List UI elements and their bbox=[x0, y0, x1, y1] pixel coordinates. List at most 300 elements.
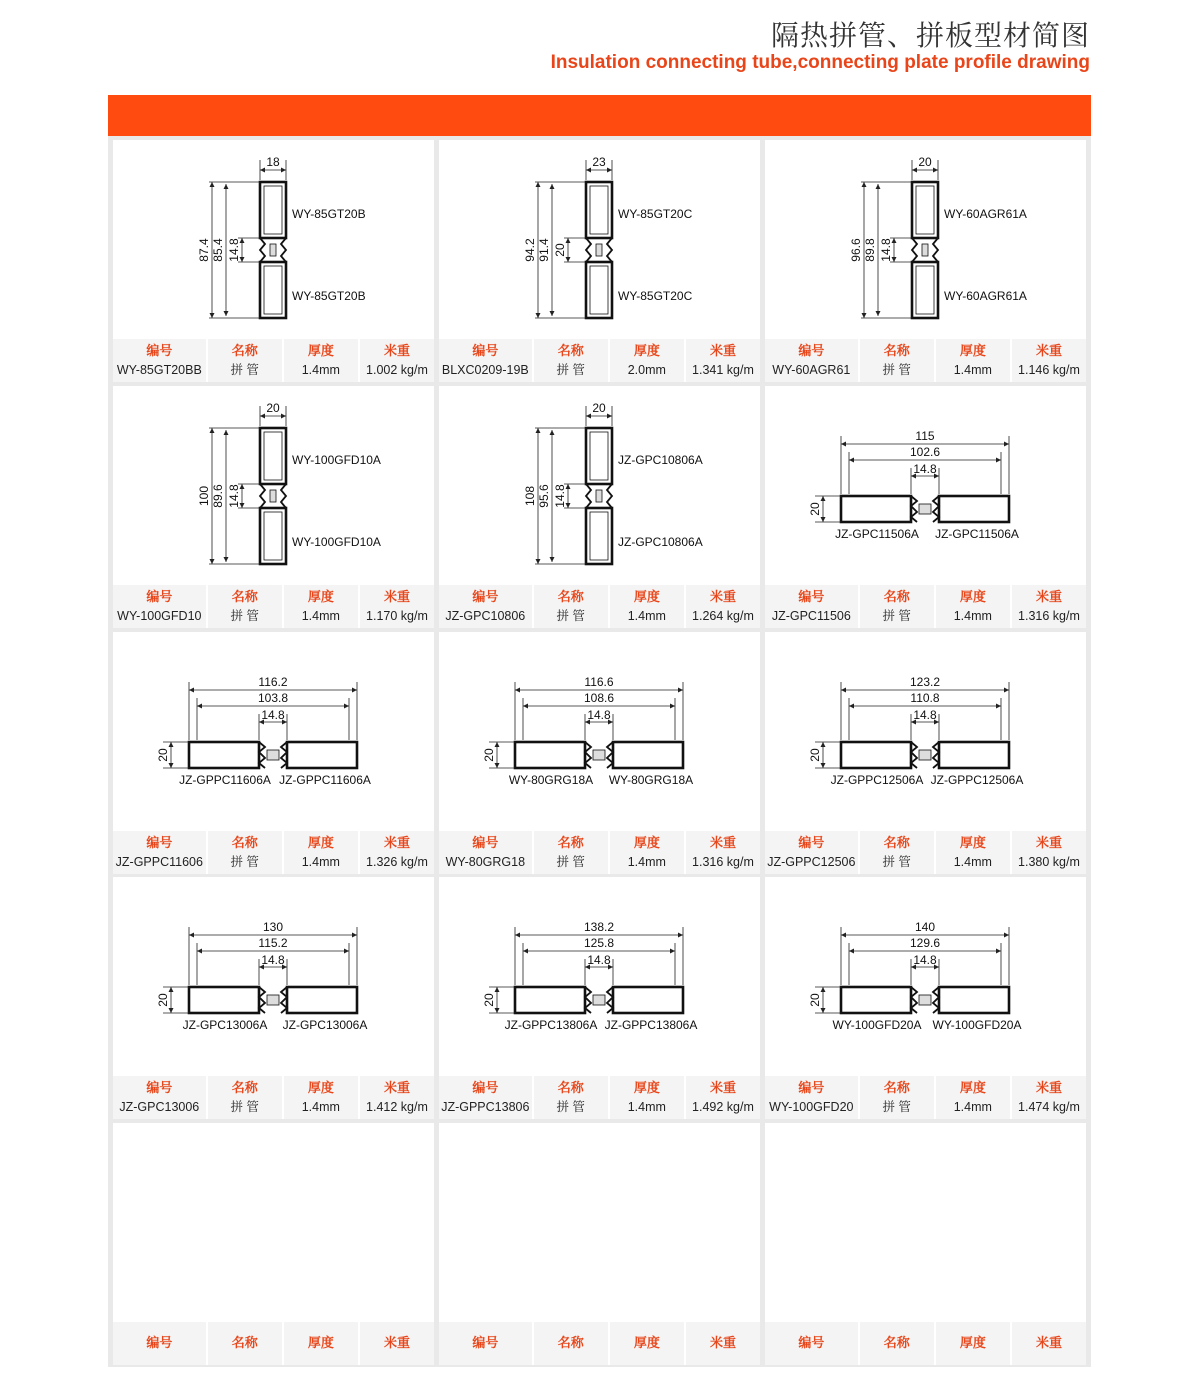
profile-card bbox=[113, 386, 434, 628]
dimension-gap: 14.8 bbox=[587, 708, 611, 722]
profile-info-row bbox=[113, 339, 434, 382]
info-col-thickness bbox=[608, 585, 684, 628]
dimension-width: 20 bbox=[156, 748, 170, 762]
info-value-thickness: 1.4mm bbox=[953, 1099, 992, 1114]
profile-info-row bbox=[765, 585, 1086, 628]
info-col-weight bbox=[1010, 339, 1086, 382]
dimension-width: 20 bbox=[808, 993, 822, 1007]
info-label-name: 名称 bbox=[231, 343, 258, 359]
profile-drawing bbox=[765, 877, 1086, 1077]
info-value-weight: 1.412 kg/m bbox=[366, 1099, 428, 1114]
dimension-width: 20 bbox=[482, 993, 496, 1007]
dimension-gap: 14.8 bbox=[261, 953, 285, 967]
info-col-code bbox=[765, 585, 858, 628]
profile-part-top-inner bbox=[590, 432, 608, 480]
profile-part-right bbox=[287, 987, 357, 1013]
info-value-name: 拼 管 bbox=[882, 1099, 911, 1114]
dimension-outer: 116.6 bbox=[584, 675, 614, 689]
info-col-weight bbox=[358, 339, 434, 382]
info-col-weight bbox=[1010, 831, 1086, 874]
profile-info-row bbox=[439, 339, 760, 382]
info-label-weight: 米重 bbox=[1035, 1335, 1062, 1351]
dimension-inner: 91.4 bbox=[537, 238, 551, 262]
dimension-outer: 116.2 bbox=[258, 675, 288, 689]
profile-part-left bbox=[189, 742, 259, 768]
info-label-thickness: 厚度 bbox=[307, 1080, 334, 1096]
profile-card bbox=[113, 140, 434, 382]
profile-part-left bbox=[841, 742, 911, 768]
info-col-weight bbox=[684, 1322, 760, 1365]
info-label-name: 名称 bbox=[883, 835, 910, 851]
profile-part-bottom-inner bbox=[264, 512, 282, 560]
profile-card bbox=[439, 140, 760, 382]
info-col-weight bbox=[684, 1076, 760, 1119]
info-col-name bbox=[858, 585, 934, 628]
dimension-inner: 110.8 bbox=[910, 691, 940, 705]
insulation-strip-core bbox=[593, 750, 605, 760]
info-col-thickness bbox=[282, 831, 358, 874]
profile-drawing bbox=[765, 386, 1086, 586]
info-label-name: 名称 bbox=[883, 1080, 910, 1096]
dimension-outer: 108 bbox=[523, 485, 537, 507]
profile-part-bottom-inner bbox=[590, 512, 608, 560]
profile-info-row bbox=[113, 1076, 434, 1119]
profile-part-right bbox=[939, 742, 1009, 768]
info-col-weight bbox=[684, 831, 760, 874]
profile-part-bottom-inner bbox=[590, 266, 608, 314]
info-label-name: 名称 bbox=[231, 589, 258, 605]
profile-drawing bbox=[439, 632, 760, 832]
info-label-code: 编号 bbox=[798, 343, 825, 359]
info-label-name: 名称 bbox=[557, 1335, 584, 1351]
part-label-top: WY-60AGR61A bbox=[944, 207, 1027, 221]
profile-drawing bbox=[113, 386, 434, 586]
info-col-name bbox=[858, 1322, 934, 1365]
info-col-code bbox=[765, 831, 858, 874]
info-value-weight: 1.341 kg/m bbox=[692, 362, 754, 377]
profile-part-right bbox=[939, 496, 1009, 522]
info-label-thickness: 厚度 bbox=[959, 1335, 986, 1351]
dimension-width: 20 bbox=[592, 401, 606, 415]
part-label-right: JZ-GPC13006A bbox=[282, 1018, 368, 1032]
profile-part-right bbox=[613, 742, 683, 768]
dimension-outer: 115 bbox=[915, 429, 935, 443]
info-label-weight: 米重 bbox=[709, 343, 736, 359]
info-value-name: 拼 管 bbox=[230, 362, 259, 377]
part-label-top: WY-85GT20C bbox=[618, 207, 693, 221]
info-label-weight: 米重 bbox=[383, 1335, 410, 1351]
insulation-strip-core bbox=[270, 490, 276, 502]
info-col-name bbox=[206, 339, 282, 382]
info-col-code bbox=[113, 831, 206, 874]
part-label-right: WY-80GRG18A bbox=[608, 773, 694, 787]
dimension-outer: 94.2 bbox=[523, 238, 537, 262]
info-label-thickness: 厚度 bbox=[633, 343, 660, 359]
profile-part-top-inner bbox=[590, 186, 608, 234]
profile-info-row bbox=[113, 831, 434, 874]
info-value-name: 拼 管 bbox=[882, 608, 911, 623]
dimension-inner: 95.6 bbox=[537, 484, 551, 508]
info-value-name: 拼 管 bbox=[882, 362, 911, 377]
info-value-code: BLXC0209-19B bbox=[441, 362, 529, 377]
info-col-code bbox=[439, 1322, 532, 1365]
info-label-code: 编号 bbox=[146, 343, 173, 359]
profile-drawing bbox=[765, 1123, 1086, 1323]
part-label-right: JZ-GPPC13806A bbox=[604, 1018, 698, 1032]
info-label-code: 编号 bbox=[146, 835, 173, 851]
info-value-weight: 1.492 kg/m bbox=[692, 1099, 754, 1114]
info-label-name: 名称 bbox=[883, 589, 910, 605]
insulation-strip-core bbox=[267, 750, 279, 760]
profile-part-top-inner bbox=[264, 432, 282, 480]
info-col-thickness bbox=[282, 339, 358, 382]
info-col-name bbox=[858, 1076, 934, 1119]
profile-part-top-inner bbox=[264, 186, 282, 234]
dimension-width: 20 bbox=[808, 502, 822, 516]
dimension-inner: 115.2 bbox=[258, 936, 288, 950]
info-value-name: 拼 管 bbox=[556, 854, 585, 869]
profile-part-left bbox=[841, 987, 911, 1013]
part-label-left: WY-100GFD20A bbox=[832, 1018, 922, 1032]
dimension-width: 23 bbox=[592, 155, 606, 169]
info-label-thickness: 厚度 bbox=[633, 1080, 660, 1096]
dimension-inner: 103.8 bbox=[257, 691, 289, 705]
info-col-thickness bbox=[934, 831, 1010, 874]
info-label-thickness: 厚度 bbox=[633, 589, 660, 605]
dimension-width: 20 bbox=[482, 748, 496, 762]
info-value-name: 拼 管 bbox=[556, 608, 585, 623]
profile-part-left bbox=[515, 987, 585, 1013]
profile-drawing bbox=[765, 140, 1086, 340]
info-label-code: 编号 bbox=[798, 1335, 825, 1351]
profile-info-row bbox=[113, 585, 434, 628]
dimension-inner: 102.6 bbox=[909, 445, 941, 459]
profile-info-row bbox=[113, 1322, 434, 1365]
info-value-thickness: 1.4mm bbox=[953, 608, 992, 623]
part-label-left: WY-80GRG18A bbox=[508, 773, 594, 787]
dimension-inner: 89.8 bbox=[863, 238, 877, 262]
profile-info-row bbox=[439, 1322, 760, 1365]
part-label-top: JZ-GPC10806A bbox=[618, 453, 703, 467]
part-label-right: JZ-GPPC12506A bbox=[930, 773, 1024, 787]
dimension-gap: 14.8 bbox=[913, 708, 937, 722]
info-label-name: 名称 bbox=[231, 835, 258, 851]
dimension-width: 20 bbox=[808, 748, 822, 762]
info-label-weight: 米重 bbox=[383, 343, 410, 359]
info-col-weight bbox=[358, 585, 434, 628]
info-col-code bbox=[765, 339, 858, 382]
profile-card bbox=[113, 1123, 434, 1365]
info-value-thickness: 1.4mm bbox=[627, 1099, 666, 1114]
info-col-weight bbox=[358, 1322, 434, 1365]
info-col-code bbox=[439, 1076, 532, 1119]
profile-info-row bbox=[765, 1076, 1086, 1119]
info-label-weight: 米重 bbox=[1035, 343, 1062, 359]
info-col-name bbox=[532, 831, 608, 874]
info-label-code: 编号 bbox=[146, 1080, 173, 1096]
dimension-gap: 14.8 bbox=[261, 708, 285, 722]
dimension-outer: 138.2 bbox=[583, 920, 615, 934]
info-label-code: 编号 bbox=[146, 589, 173, 605]
dimension-width: 18 bbox=[266, 155, 280, 169]
info-label-weight: 米重 bbox=[1035, 835, 1062, 851]
info-value-name: 拼 管 bbox=[882, 854, 911, 869]
info-label-name: 名称 bbox=[557, 343, 584, 359]
profile-part-right bbox=[613, 987, 683, 1013]
info-col-code bbox=[765, 1322, 858, 1365]
info-label-name: 名称 bbox=[231, 1080, 258, 1096]
profile-card bbox=[113, 632, 434, 874]
part-label-bottom: WY-60AGR61A bbox=[944, 289, 1027, 303]
info-label-thickness: 厚度 bbox=[307, 835, 334, 851]
info-label-thickness: 厚度 bbox=[307, 1335, 334, 1351]
part-label-bottom: WY-100GFD10A bbox=[292, 535, 381, 549]
info-value-weight: 1.170 kg/m bbox=[366, 608, 428, 623]
info-label-name: 名称 bbox=[231, 1335, 258, 1351]
insulation-strip-core bbox=[270, 244, 276, 256]
info-label-code: 编号 bbox=[472, 1335, 499, 1351]
info-value-thickness: 1.4mm bbox=[627, 608, 666, 623]
dimension-inner: 129.6 bbox=[909, 936, 941, 950]
info-value-code: WY-100GFD20 bbox=[769, 1099, 854, 1114]
info-label-code: 编号 bbox=[472, 589, 499, 605]
info-label-weight: 米重 bbox=[709, 835, 736, 851]
info-value-name: 拼 管 bbox=[230, 1099, 259, 1114]
info-label-code: 编号 bbox=[472, 1080, 499, 1096]
page-title-en: Insulation connecting tube,connecting plate profile drawing bbox=[550, 52, 1090, 73]
header-banner bbox=[108, 95, 1091, 136]
info-label-name: 名称 bbox=[883, 343, 910, 359]
insulation-strip-core bbox=[919, 504, 931, 514]
dimension-gap: 14.8 bbox=[227, 238, 241, 262]
info-col-weight bbox=[684, 585, 760, 628]
info-col-code bbox=[113, 585, 206, 628]
info-col-thickness bbox=[282, 1076, 358, 1119]
info-label-thickness: 厚度 bbox=[307, 343, 334, 359]
dimension-width: 20 bbox=[266, 401, 280, 415]
info-col-thickness bbox=[608, 831, 684, 874]
info-label-thickness: 厚度 bbox=[959, 835, 986, 851]
profile-part-left bbox=[515, 742, 585, 768]
info-col-code bbox=[765, 1076, 858, 1119]
info-col-code bbox=[113, 339, 206, 382]
profile-part-bottom-inner bbox=[916, 266, 934, 314]
profile-drawing bbox=[113, 877, 434, 1077]
profile-card bbox=[765, 877, 1086, 1119]
info-col-name bbox=[206, 1322, 282, 1365]
info-col-code bbox=[439, 339, 532, 382]
info-label-name: 名称 bbox=[883, 1335, 910, 1351]
page-title-cn: 隔热拼管、拼板型材简图 bbox=[770, 19, 1090, 52]
dimension-gap: 14.8 bbox=[913, 953, 937, 967]
info-col-name bbox=[532, 1076, 608, 1119]
dimension-gap: 14.8 bbox=[913, 462, 937, 476]
info-value-code: WY-80GRG18 bbox=[445, 854, 526, 869]
dimension-outer: 100 bbox=[197, 485, 211, 507]
info-value-thickness: 1.4mm bbox=[953, 854, 992, 869]
profile-drawing bbox=[113, 632, 434, 832]
profile-drawing bbox=[439, 140, 760, 340]
info-value-thickness: 1.4mm bbox=[301, 1099, 340, 1114]
part-label-left: JZ-GPPC12506A bbox=[830, 773, 924, 787]
insulation-strip-core bbox=[919, 750, 931, 760]
info-col-code bbox=[439, 585, 532, 628]
info-col-thickness bbox=[608, 1076, 684, 1119]
profile-part-left bbox=[841, 496, 911, 522]
dimension-outer: 130 bbox=[262, 920, 284, 934]
profile-drawing bbox=[439, 1123, 760, 1323]
profile-card bbox=[439, 632, 760, 874]
info-label-thickness: 厚度 bbox=[633, 835, 660, 851]
info-value-code: WY-85GT20BB bbox=[116, 362, 202, 377]
info-value-weight: 1.316 kg/m bbox=[692, 854, 754, 869]
info-col-code bbox=[439, 831, 532, 874]
part-label-right: JZ-GPC11506A bbox=[935, 527, 1019, 541]
part-label-right: JZ-GPPC11606A bbox=[279, 773, 371, 787]
info-col-thickness bbox=[934, 585, 1010, 628]
info-label-weight: 米重 bbox=[709, 589, 736, 605]
profile-card bbox=[765, 386, 1086, 628]
info-col-weight bbox=[684, 339, 760, 382]
info-value-code: JZ-GPC11506 bbox=[771, 608, 851, 623]
info-value-code: JZ-GPPC11606 bbox=[115, 854, 203, 869]
profile-info-row bbox=[765, 1322, 1086, 1365]
info-label-code: 编号 bbox=[798, 1080, 825, 1096]
dimension-outer: 123.2 bbox=[909, 675, 941, 689]
insulation-strip-core bbox=[596, 490, 602, 502]
dimension-gap: 14.8 bbox=[879, 238, 893, 262]
info-value-weight: 1.264 kg/m bbox=[692, 608, 754, 623]
info-col-weight bbox=[1010, 1076, 1086, 1119]
profile-info-row bbox=[765, 339, 1086, 382]
dimension-outer: 87.4 bbox=[197, 238, 211, 262]
part-label-top: WY-85GT20B bbox=[292, 207, 366, 221]
info-value-code: JZ-GPC13006 bbox=[119, 1099, 200, 1114]
info-value-name: 拼 管 bbox=[556, 1099, 585, 1114]
info-col-name bbox=[206, 831, 282, 874]
profile-grid bbox=[108, 136, 1091, 1367]
part-label-bottom: JZ-GPC10806A bbox=[618, 535, 703, 549]
info-value-thickness: 2.0mm bbox=[627, 362, 666, 377]
profile-card bbox=[113, 877, 434, 1119]
info-label-name: 名称 bbox=[557, 835, 584, 851]
info-label-weight: 米重 bbox=[1035, 589, 1062, 605]
info-value-code: JZ-GPPC12506 bbox=[767, 854, 856, 869]
info-label-thickness: 厚度 bbox=[633, 1335, 660, 1351]
dimension-inner: 85.4 bbox=[211, 238, 225, 262]
profile-card bbox=[439, 1123, 760, 1365]
info-col-thickness bbox=[934, 1076, 1010, 1119]
info-label-weight: 米重 bbox=[1035, 1080, 1062, 1096]
dimension-gap: 20 bbox=[553, 243, 567, 257]
insulation-strip-core bbox=[922, 244, 928, 256]
profile-drawing bbox=[113, 1123, 434, 1323]
info-value-weight: 1.146 kg/m bbox=[1018, 362, 1080, 377]
info-value-name: 拼 管 bbox=[230, 854, 259, 869]
info-value-code: JZ-GPPC13806 bbox=[441, 1099, 530, 1114]
profile-part-right bbox=[287, 742, 357, 768]
info-col-name bbox=[532, 339, 608, 382]
dimension-gap: 14.8 bbox=[587, 953, 611, 967]
info-label-name: 名称 bbox=[557, 1080, 584, 1096]
info-label-weight: 米重 bbox=[709, 1335, 736, 1351]
profile-card bbox=[439, 386, 760, 628]
part-label-right: WY-100GFD20A bbox=[932, 1018, 1022, 1032]
insulation-strip-core bbox=[596, 244, 602, 256]
profile-drawing bbox=[439, 386, 760, 586]
profile-info-row bbox=[439, 1076, 760, 1119]
info-label-thickness: 厚度 bbox=[959, 1080, 986, 1096]
dimension-gap: 14.8 bbox=[553, 484, 567, 508]
info-label-weight: 米重 bbox=[709, 1080, 736, 1096]
profile-card bbox=[439, 877, 760, 1119]
info-value-code: WY-60AGR61 bbox=[772, 362, 851, 377]
info-col-name bbox=[206, 1076, 282, 1119]
info-label-code: 编号 bbox=[798, 835, 825, 851]
info-value-thickness: 1.4mm bbox=[301, 362, 340, 377]
info-col-thickness bbox=[608, 1322, 684, 1365]
profile-drawing bbox=[439, 877, 760, 1077]
profile-drawing bbox=[765, 632, 1086, 832]
info-col-name bbox=[206, 585, 282, 628]
info-value-code: JZ-GPC10806 bbox=[445, 608, 526, 623]
profile-info-row bbox=[765, 831, 1086, 874]
info-value-weight: 1.380 kg/m bbox=[1018, 854, 1080, 869]
info-col-name bbox=[858, 339, 934, 382]
info-label-weight: 米重 bbox=[383, 1080, 410, 1096]
info-label-weight: 米重 bbox=[383, 589, 410, 605]
info-value-weight: 1.316 kg/m bbox=[1018, 608, 1080, 623]
dimension-width: 20 bbox=[918, 155, 932, 169]
profile-card bbox=[765, 1123, 1086, 1365]
info-col-thickness bbox=[934, 339, 1010, 382]
profile-part-left bbox=[189, 987, 259, 1013]
info-col-weight bbox=[358, 831, 434, 874]
profile-part-bottom-inner bbox=[264, 266, 282, 314]
info-value-thickness: 1.4mm bbox=[953, 362, 992, 377]
info-value-thickness: 1.4mm bbox=[301, 854, 340, 869]
info-label-thickness: 厚度 bbox=[307, 589, 334, 605]
insulation-strip-core bbox=[267, 995, 279, 1005]
info-col-weight bbox=[1010, 1322, 1086, 1365]
info-col-name bbox=[532, 1322, 608, 1365]
info-col-weight bbox=[358, 1076, 434, 1119]
part-label-left: JZ-GPC13006A bbox=[182, 1018, 268, 1032]
profile-part-right bbox=[939, 987, 1009, 1013]
info-value-weight: 1.002 kg/m bbox=[366, 362, 428, 377]
profile-info-row bbox=[439, 831, 760, 874]
part-label-top: WY-100GFD10A bbox=[292, 453, 381, 467]
part-label-bottom: WY-85GT20B bbox=[292, 289, 366, 303]
info-col-weight bbox=[1010, 585, 1086, 628]
dimension-outer: 96.6 bbox=[849, 238, 863, 262]
dimension-width: 20 bbox=[156, 993, 170, 1007]
info-col-name bbox=[532, 585, 608, 628]
info-col-code bbox=[113, 1322, 206, 1365]
info-col-name bbox=[858, 831, 934, 874]
info-col-thickness bbox=[934, 1322, 1010, 1365]
info-col-thickness bbox=[608, 339, 684, 382]
info-value-thickness: 1.4mm bbox=[627, 854, 666, 869]
info-col-thickness bbox=[282, 1322, 358, 1365]
profile-info-row bbox=[439, 585, 760, 628]
dimension-outer: 140 bbox=[914, 920, 936, 934]
info-label-thickness: 厚度 bbox=[959, 343, 986, 359]
profile-drawing bbox=[113, 140, 434, 340]
info-label-code: 编号 bbox=[472, 343, 499, 359]
info-col-code bbox=[113, 1076, 206, 1119]
info-label-code: 编号 bbox=[472, 835, 499, 851]
